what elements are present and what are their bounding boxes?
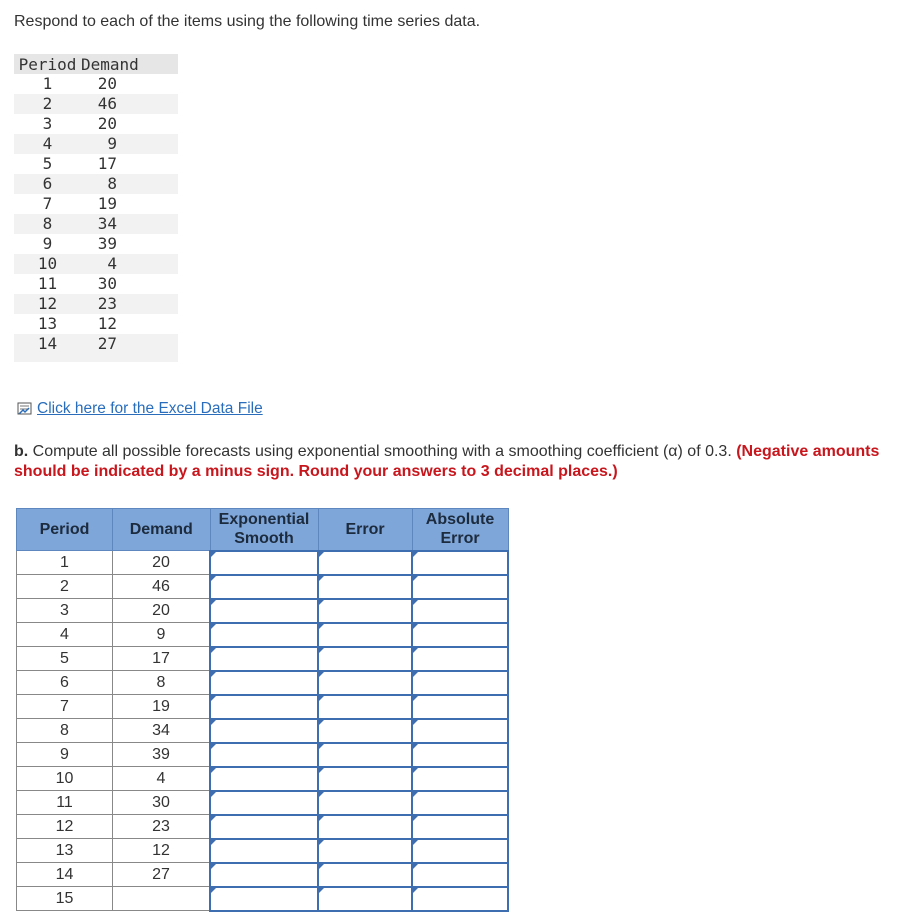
column-header-exponential-smooth: Exponential Smooth (210, 509, 318, 551)
exponential-smooth-input[interactable] (210, 863, 318, 887)
answer-row (17, 695, 509, 719)
absolute-error-input[interactable] (412, 671, 508, 695)
data-row (14, 74, 178, 94)
data-row (14, 254, 178, 274)
answer-row (17, 719, 509, 743)
period-cell: 11 (37, 274, 58, 293)
demand-cell (113, 887, 211, 911)
excel-link-row[interactable] (17, 400, 263, 418)
absolute-error-input[interactable] (412, 551, 508, 575)
absolute-error-input[interactable] (412, 719, 508, 743)
error-input[interactable] (318, 551, 412, 575)
error-input[interactable] (318, 791, 412, 815)
demand-cell: 9 (113, 623, 211, 647)
demand-cell (81, 74, 178, 94)
excel-file-icon (17, 402, 33, 416)
demand-value: 27 (97, 334, 117, 353)
demand-cell (81, 214, 178, 234)
exponential-smooth-input[interactable] (210, 719, 318, 743)
demand-cell: 20 (113, 599, 211, 623)
period-cell: 6 (17, 671, 113, 695)
demand-cell: 8 (113, 671, 211, 695)
demand-cell: 4 (113, 767, 211, 791)
period-cell: 13 (37, 314, 58, 333)
answer-row (17, 671, 509, 695)
data-row (14, 274, 178, 294)
demand-value: 8 (107, 174, 117, 193)
demand-cell: 17 (113, 647, 211, 671)
demand-cell (81, 274, 178, 294)
demand-value: 19 (97, 194, 117, 213)
exponential-smooth-input[interactable] (210, 671, 318, 695)
exponential-smoothing-answer-table (16, 508, 509, 912)
answer-row (17, 623, 509, 647)
exponential-smooth-input[interactable] (210, 791, 318, 815)
answer-row (17, 791, 509, 815)
error-input[interactable] (318, 815, 412, 839)
demand-cell (81, 174, 178, 194)
time-series-data-table (14, 54, 178, 362)
absolute-error-input[interactable] (412, 767, 508, 791)
exponential-smooth-input[interactable] (210, 767, 318, 791)
period-cell: 9 (42, 234, 53, 253)
period-cell: 6 (14, 174, 81, 194)
period-cell: 1 (17, 551, 113, 575)
demand-value: 23 (97, 294, 117, 313)
column-header-period: Period (17, 509, 113, 551)
demand-cell (81, 334, 178, 354)
spacer-cell (14, 354, 81, 362)
period-cell: 8 (14, 214, 81, 234)
absolute-error-input[interactable] (412, 887, 508, 911)
period-cell: 10 (17, 767, 113, 791)
data-row (14, 94, 178, 114)
data-row (14, 114, 178, 134)
demand-value: 30 (97, 274, 117, 293)
absolute-error-input[interactable] (412, 863, 508, 887)
absolute-error-input[interactable] (412, 839, 508, 863)
error-input[interactable] (318, 839, 412, 863)
demand-value: 17 (97, 154, 117, 173)
demand-value: 46 (97, 94, 117, 113)
demand-value: 20 (97, 114, 117, 133)
intro-text: Respond to each of the items using the following time series data. (14, 13, 481, 30)
period-cell: 4 (17, 623, 113, 647)
error-input[interactable] (318, 887, 412, 911)
error-input[interactable] (318, 623, 412, 647)
exponential-smooth-input[interactable] (210, 551, 318, 575)
period-cell: 2 (14, 94, 81, 114)
period-cell: 14 (17, 863, 113, 887)
column-header-demand: Demand (81, 54, 178, 74)
answer-row (17, 839, 509, 863)
exponential-smooth-input[interactable] (210, 743, 318, 767)
exponential-smooth-input[interactable] (210, 599, 318, 623)
exponential-smooth-input[interactable] (210, 695, 318, 719)
period-cell: 8 (17, 719, 113, 743)
error-input[interactable] (318, 575, 412, 599)
period-cell: 1 (42, 74, 53, 93)
period-cell: 14 (14, 334, 81, 354)
demand-cell: 39 (113, 743, 211, 767)
demand-value: 9 (107, 134, 117, 153)
excel-data-file-link[interactable]: Click here for the Excel Data File (37, 400, 263, 417)
absolute-error-input[interactable] (412, 623, 508, 647)
column-header-absolute-error: Absolute Error (412, 509, 508, 551)
answer-row (17, 887, 509, 911)
column-header-error: Error (318, 509, 412, 551)
question-instruction: (Negative amounts should be indicated by a minus sign. Round your answers to 3 decimal places.) (14, 443, 880, 480)
period-cell: 9 (17, 743, 113, 767)
demand-value: 39 (97, 234, 117, 253)
exponential-smooth-input[interactable] (210, 839, 318, 863)
answer-row (17, 551, 509, 575)
period-cell: 10 (14, 254, 81, 274)
answer-row (17, 647, 509, 671)
period-cell: 12 (17, 815, 113, 839)
error-input[interactable] (318, 599, 412, 623)
demand-cell: 34 (113, 719, 211, 743)
absolute-error-input[interactable] (412, 575, 508, 599)
demand-cell (81, 314, 178, 334)
data-row (14, 214, 178, 234)
data-row (14, 194, 178, 214)
period-cell: 11 (17, 791, 113, 815)
data-row (14, 174, 178, 194)
demand-cell (81, 94, 178, 114)
demand-cell (81, 154, 178, 174)
error-input[interactable] (318, 671, 412, 695)
column-header-demand: Demand (113, 509, 211, 551)
period-cell: 15 (17, 887, 113, 911)
period-cell: 2 (17, 575, 113, 599)
demand-value: 12 (97, 314, 117, 333)
absolute-error-input[interactable] (412, 599, 508, 623)
data-row (14, 334, 178, 354)
answer-row (17, 815, 509, 839)
exponential-smooth-input[interactable] (210, 887, 318, 911)
data-row (14, 234, 178, 254)
spacer-cell (81, 354, 178, 362)
period-cell: 5 (42, 154, 53, 173)
demand-value: 4 (107, 254, 117, 273)
demand-value: 34 (97, 214, 117, 233)
answer-row (17, 743, 509, 767)
demand-cell: 19 (113, 695, 211, 719)
absolute-error-input[interactable] (412, 815, 508, 839)
question-b (14, 442, 904, 482)
period-cell: 4 (14, 134, 81, 154)
answer-row (17, 575, 509, 599)
data-row (14, 134, 178, 154)
error-input[interactable] (318, 695, 412, 719)
demand-cell: 23 (113, 815, 211, 839)
absolute-error-input[interactable] (412, 743, 508, 767)
absolute-error-input[interactable] (412, 695, 508, 719)
exponential-smooth-input[interactable] (210, 575, 318, 599)
data-row (14, 294, 178, 314)
error-input[interactable] (318, 743, 412, 767)
error-input[interactable] (318, 863, 412, 887)
column-header-period: Period (14, 54, 81, 74)
period-cell: 5 (17, 647, 113, 671)
demand-cell: 12 (113, 839, 211, 863)
period-cell: 7 (17, 695, 113, 719)
demand-cell (81, 254, 178, 274)
period-cell: 12 (14, 294, 81, 314)
demand-cell (81, 114, 178, 134)
period-cell: 13 (17, 839, 113, 863)
error-input[interactable] (318, 647, 412, 671)
demand-cell: 30 (113, 791, 211, 815)
absolute-error-input[interactable] (412, 791, 508, 815)
question-label: b. (14, 443, 29, 460)
spacer-row (14, 354, 178, 362)
exponential-smooth-input[interactable] (210, 623, 318, 647)
data-row (14, 314, 178, 334)
demand-cell (81, 234, 178, 254)
demand-cell (81, 194, 178, 214)
question-text: Compute all possible forecasts using exponential smoothing with a smoothing coefficient (α) of 0.3. (28, 443, 737, 460)
demand-cell (81, 294, 178, 314)
exponential-smooth-input[interactable] (210, 815, 318, 839)
demand-cell (81, 134, 178, 154)
demand-value: 20 (97, 74, 117, 93)
demand-cell: 46 (113, 575, 211, 599)
answer-row (17, 599, 509, 623)
absolute-error-input[interactable] (412, 647, 508, 671)
period-cell: 7 (42, 194, 53, 213)
exponential-smooth-input[interactable] (210, 647, 318, 671)
error-input[interactable] (318, 719, 412, 743)
data-row (14, 154, 178, 174)
demand-cell: 27 (113, 863, 211, 887)
demand-cell: 20 (113, 551, 211, 575)
error-input[interactable] (318, 767, 412, 791)
answer-row (17, 863, 509, 887)
period-cell: 3 (42, 114, 53, 133)
answer-row (17, 767, 509, 791)
period-cell: 3 (17, 599, 113, 623)
